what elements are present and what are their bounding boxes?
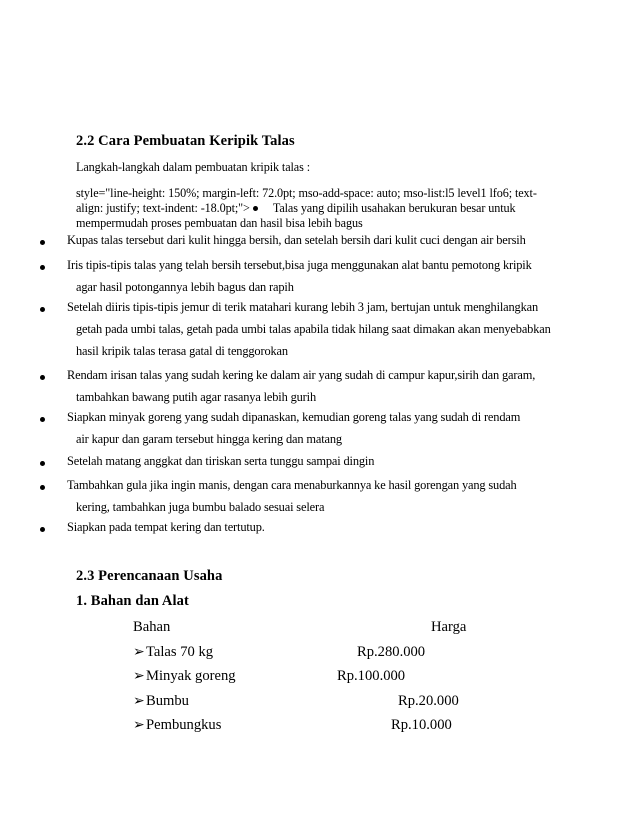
arrow-bullet-icon: ➢ [133, 718, 145, 733]
material-name: Pembungkus [146, 717, 222, 733]
column-header-bahan: Bahan [133, 619, 171, 635]
bullet-dot-icon [40, 461, 45, 466]
step-text: kering, tambahkan juga bumbu balado sesuai selera [76, 500, 325, 514]
step-text: Iris tipis-tipis talas yang telah bersih tersebut,bisa juga menggunakan alat bantu pemotong kripik [67, 258, 532, 272]
section-title-planning: 2.3 Perencanaan Usaha [76, 568, 223, 584]
step-text: tambahkan bawang putih agar rasanya lebih gurih [76, 390, 316, 404]
step-text: getah pada umbi talas, getah pada umbi talas apabila tidak hilang saat dimakan akan menyebabkan [76, 322, 551, 336]
arrow-bullet-icon: ➢ [133, 669, 145, 684]
arrow-bullet-icon: ➢ [133, 645, 145, 660]
bullet-dot-icon [40, 307, 45, 312]
step-text: Siapkan minyak goreng yang sudah dipanaskan, kemudian goreng talas yang sudah di rendam [67, 410, 521, 424]
style-text-line [76, 201, 516, 216]
step-text: Siapkan pada tempat kering dan tertutup. [67, 520, 265, 534]
intro-text: Langkah-langkah dalam pembuatan kripik talas : [76, 160, 310, 174]
material-row [133, 717, 221, 734]
material-row [133, 644, 213, 661]
bullet-dot-icon [40, 485, 45, 490]
style-text: Talas yang dipilih usahakan berukuran besar untuk [272, 201, 516, 215]
material-name: Talas 70 kg [146, 644, 214, 660]
bullet-dot-icon [40, 417, 45, 422]
bullet-dot-icon [253, 206, 258, 211]
material-price: Rp.100.000 [337, 668, 406, 684]
material-price: Rp.10.000 [391, 717, 452, 733]
step-text: hasil kripik talas terasa gatal di tenggorokan [76, 344, 288, 358]
style-text: align: justify; text-indent: -18.0pt;"> [76, 201, 250, 215]
style-text-line: style="line-height: 150%; margin-left: 72.0pt; mso-add-space: auto; mso-list:l5 level1 lfo6; text- [76, 186, 537, 200]
style-text-line: mempermudah proses pembuatan dan hasil bisa lebih bagus [76, 216, 363, 230]
bullet-dot-icon [40, 527, 45, 532]
step-text: Kupas talas tersebut dari kulit hingga bersih, dan setelah bersih dari kulit cuci dengan air bersih [67, 233, 526, 247]
bullet-dot-icon [40, 240, 45, 245]
step-text: Setelah matang anggkat dan tiriskan serta tunggu sampai dingin [67, 454, 375, 468]
sub-title-materials: 1. Bahan dan Alat [76, 593, 189, 609]
step-text: Tambahkan gula jika ingin manis, dengan cara menaburkannya ke hasil gorengan yang sudah [67, 478, 517, 492]
material-price: Rp.280.000 [357, 644, 426, 660]
step-text: agar hasil potongannya lebih bagus dan rapih [76, 280, 294, 294]
material-name: Bumbu [146, 693, 189, 709]
section-title: 2.2 Cara Pembuatan Keripik Talas [76, 133, 295, 149]
material-row [133, 668, 236, 685]
bullet-dot-icon [40, 375, 45, 380]
bullet-dot-icon [40, 265, 45, 270]
material-row [133, 693, 189, 710]
material-name: Minyak goreng [146, 668, 236, 684]
step-text: air kapur dan garam tersebut hingga kering dan matang [76, 432, 342, 446]
step-text: Rendam irisan talas yang sudah kering ke dalam air yang sudah di campur kapur,sirih dan garam, [67, 368, 536, 382]
column-header-harga: Harga [431, 619, 467, 635]
step-text: Setelah diiris tipis-tipis jemur di terik matahari kurang lebih 3 jam, bertujan untuk menghilangkan [67, 300, 539, 314]
material-price: Rp.20.000 [398, 693, 459, 709]
arrow-bullet-icon: ➢ [133, 694, 145, 709]
